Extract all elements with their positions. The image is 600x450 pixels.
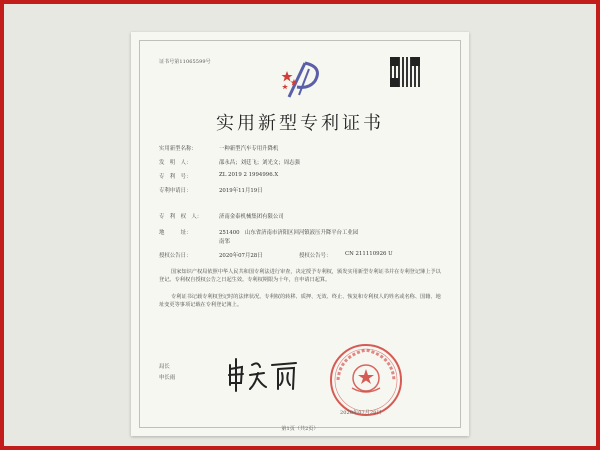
grant-statement: 国家知识产权局依照中华人民共和国专利法进行审查，决定授予专利权，颁发实用新型专利证书并在专利登记簿上予以登记。专利权自授权公告之日起生效。专利权期限为十年，自申请日起算。 (159, 269, 441, 284)
official-seal-icon (328, 342, 404, 418)
cnipa-logo-icon (279, 57, 325, 103)
field-value-grant-no: CN 211110926 U (345, 251, 393, 257)
field-value-patentee: 济南金泰机械集团有限公司 (219, 214, 284, 220)
field-value-inventors: 邵永昌；刘廷飞；刘光文；周志强 (219, 160, 300, 166)
field-label-patent-no: 专 利 号： (159, 174, 192, 180)
field-label-grant-no: 授权公告号： (299, 253, 332, 259)
field-value-name: 一种新型汽车专用升降机 (219, 146, 279, 152)
field-value-filing-date: 2019年11月19日 (219, 188, 263, 194)
patent-certificate (131, 32, 469, 436)
director-name: 申长雨 (159, 375, 176, 381)
certificate-title: 实用新型专利证书 (216, 113, 384, 134)
director-signature-icon (226, 355, 300, 395)
page-footer: 第1页（共2页） (281, 426, 319, 432)
field-value-address-cont: 南邻 (219, 239, 230, 245)
field-value-address: 251400 山东省济南市济阳区回河镇液压升降平台工业园 (219, 230, 359, 236)
field-value-grant-date: 2020年07月28日 (219, 253, 263, 259)
director-title: 局长 (159, 364, 170, 370)
legal-status-statement: 专利证书记载专利权登记时的法律状况。专利权的转移、质押、无效、终止、恢复和专利权人的姓名或名称、国籍、地址变更等事项记载在专利登记簿上。 (159, 294, 441, 309)
field-label-address: 地 址： (159, 230, 192, 236)
qr-code (390, 57, 420, 87)
field-label-inventors: 发 明 人： (159, 160, 192, 166)
field-label-name: 实用新型名称： (159, 146, 197, 152)
field-label-grant-date: 授权公告日： (159, 253, 192, 259)
certificate-number: 证书号第11065599号 (159, 59, 211, 65)
field-label-patentee: 专 利 权 人： (159, 214, 203, 220)
seal-date: 2020年07月28日 (340, 410, 382, 416)
field-value-patent-no: ZL 2019 2 1994996.X (219, 172, 279, 178)
field-label-filing-date: 专利申请日： (159, 188, 192, 194)
